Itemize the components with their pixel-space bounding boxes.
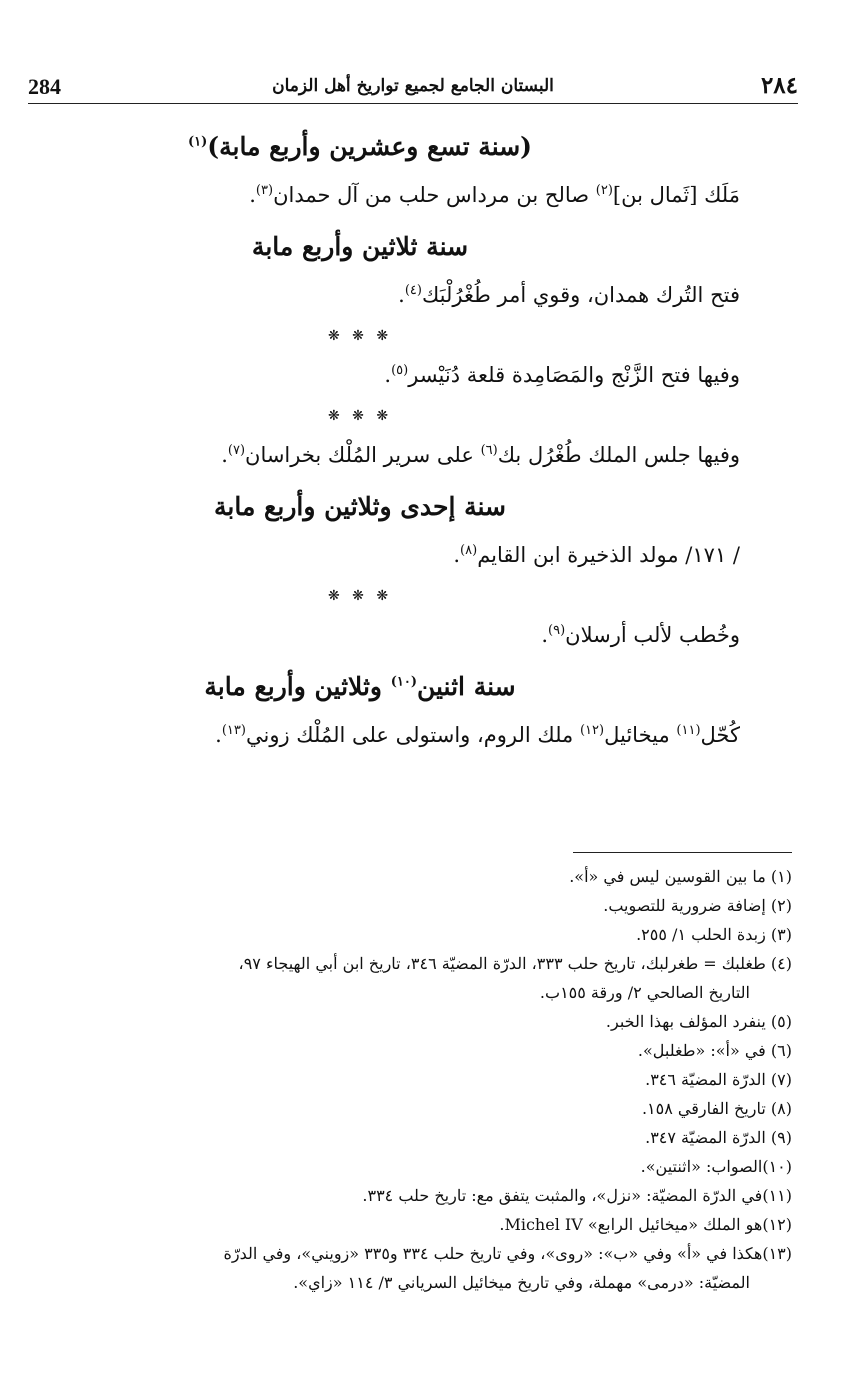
para-text: وخُطب لألب أرسلان xyxy=(565,623,740,647)
para-text: مَلَك [ثَمال بن] xyxy=(612,183,740,207)
footnote-ref-10: (١٠) xyxy=(390,674,417,690)
footnote-9: (٩) الدرّة المضيّة ٣٤٧. xyxy=(645,1128,792,1147)
footnote-ref-13: (١٣) xyxy=(221,723,246,738)
page-number-arabic: ٢٨٤ xyxy=(760,72,798,99)
footnote-5: (٥) ينفرد المؤلف بهذا الخبر. xyxy=(605,1012,792,1031)
para-text: وفيها فتح الزَّنْج والمَصَامِدة قلعة دُنَيْسر xyxy=(408,363,740,387)
heading-text: سنة اثنين xyxy=(416,672,516,701)
footnote-8: (٨) تاريخ الفارقي ١٥٨. xyxy=(641,1099,792,1118)
paragraph xyxy=(40,278,740,312)
footnote-12: (١٢)هو الملك «ميخائيل الرابع» Michel IV. xyxy=(499,1215,792,1234)
section-separator: ❋ ❋ ❋ xyxy=(327,408,393,424)
year-heading-430 xyxy=(40,228,740,266)
para-text: ميخائيل xyxy=(604,723,677,747)
para-end: . xyxy=(249,183,256,207)
footnote-13-continued: المضيّة: «درمى» مهملة، وفي تاريخ ميخائيل السرياني ٣/ ١١٤ «زاي». xyxy=(293,1273,750,1292)
footnote-ref-2: (٢) xyxy=(595,183,613,198)
heading-text: وثلاثين وأربع مابة xyxy=(204,672,391,701)
footnote-4-continued: التاريخ الصالحي ٢/ ورقة ١٥٥ب. xyxy=(539,983,750,1002)
footnote-ref-1: (١) xyxy=(187,134,208,150)
running-title: البستان الجامع لجميع تواريخ أهل الزمان xyxy=(272,76,554,96)
section-separator: ❋ ❋ ❋ xyxy=(327,588,393,604)
footnote-ref-11: (١١) xyxy=(676,723,701,738)
footnote-ref-8: (٨) xyxy=(460,543,478,558)
para-text: / ١٧١/ مولد الذخيرة ابن القايم xyxy=(477,543,740,567)
para-end: . xyxy=(453,543,461,567)
para-end: . xyxy=(398,283,405,307)
year-heading-431 xyxy=(40,488,740,526)
footnote-3: (٣) زبدة الحلب ١/ ٢٥٥. xyxy=(636,925,792,944)
paragraph xyxy=(40,358,740,392)
section-separator: ❋ ❋ ❋ xyxy=(327,328,393,344)
paragraph xyxy=(40,718,740,752)
paragraph xyxy=(40,178,740,212)
para-end: . xyxy=(541,623,549,647)
footnote-ref-5: (٥) xyxy=(391,363,409,378)
para-end: . xyxy=(221,443,228,467)
main-text xyxy=(40,128,740,768)
page-number-latin: 284 xyxy=(28,74,61,99)
footnote-11: (١١)في الدرّة المضيّة: «نزل»، والمثبت يتفق مع: تاريخ حلب ٣٣٤. xyxy=(362,1186,792,1205)
paragraph xyxy=(40,538,740,572)
footnote-1: (١) ما بين القوسين ليس في «أ». xyxy=(569,867,792,886)
heading-text: (سنة تسع وعشرين وأربع مابة) xyxy=(207,132,533,161)
heading-text: سنة ثلاثين وأربع مابة xyxy=(251,232,469,261)
footnote-7: (٧) الدرّة المضيّة ٣٤٦. xyxy=(645,1070,792,1089)
footnote-ref-9: (٩) xyxy=(548,623,566,638)
para-end: . xyxy=(384,363,392,387)
footnote-4: (٤) طغلبك = طغرلبك، تاريخ حلب ٣٣٣، الدرّة المضيّة ٣٤٦، تاريخ ابن أبي الهيجاء ٩٧، xyxy=(238,954,792,973)
year-heading-432 xyxy=(40,668,740,706)
paragraph xyxy=(40,618,740,652)
footnote-ref-12: (١٢) xyxy=(579,723,605,738)
para-text: صالح بن مرداس حلب من آل حمدان xyxy=(273,183,596,207)
footnote-ref-7: (٧) xyxy=(227,443,246,458)
paragraph xyxy=(40,438,740,472)
footnote-6: (٦) في «أ»: «طغلبل». xyxy=(637,1041,792,1060)
para-text: ملك الروم، واستولى على المُلْك زوني xyxy=(245,723,580,747)
para-text: وفيها جلس الملك طُغْرُل بك xyxy=(497,443,740,467)
header-rule xyxy=(28,103,798,104)
footnote-ref-3: (٣) xyxy=(255,183,274,198)
para-text: فتح التُرك همدان، وقوي أمر طُغْرُلْبَك xyxy=(421,283,740,307)
footnote-ref-4: (٤) xyxy=(404,283,422,298)
footnote-ref-6: (٦) xyxy=(480,443,498,458)
heading-text: سنة إحدى وثلاثين وأربع مابة xyxy=(213,492,506,521)
para-text: على سرير المُلْك بخراسان xyxy=(245,443,481,467)
para-end: . xyxy=(215,723,222,747)
footnote-2: (٢) إضافة ضرورية للتصويب. xyxy=(603,896,792,915)
footnotes xyxy=(20,862,792,1297)
para-text: كُحّل xyxy=(700,723,740,747)
page-header xyxy=(28,70,798,100)
year-heading-429 xyxy=(40,128,740,166)
footnote-13: (١٣)هكذا في «أ» وفي «ب»: «روى»، وفي تاريخ حلب ٣٣٤ و٣٣٥ «زويني»، وفي الدرّة xyxy=(223,1244,792,1263)
footnote-10: (١٠)الصواب: «اثنتين». xyxy=(640,1157,792,1176)
footnote-rule xyxy=(573,852,792,853)
